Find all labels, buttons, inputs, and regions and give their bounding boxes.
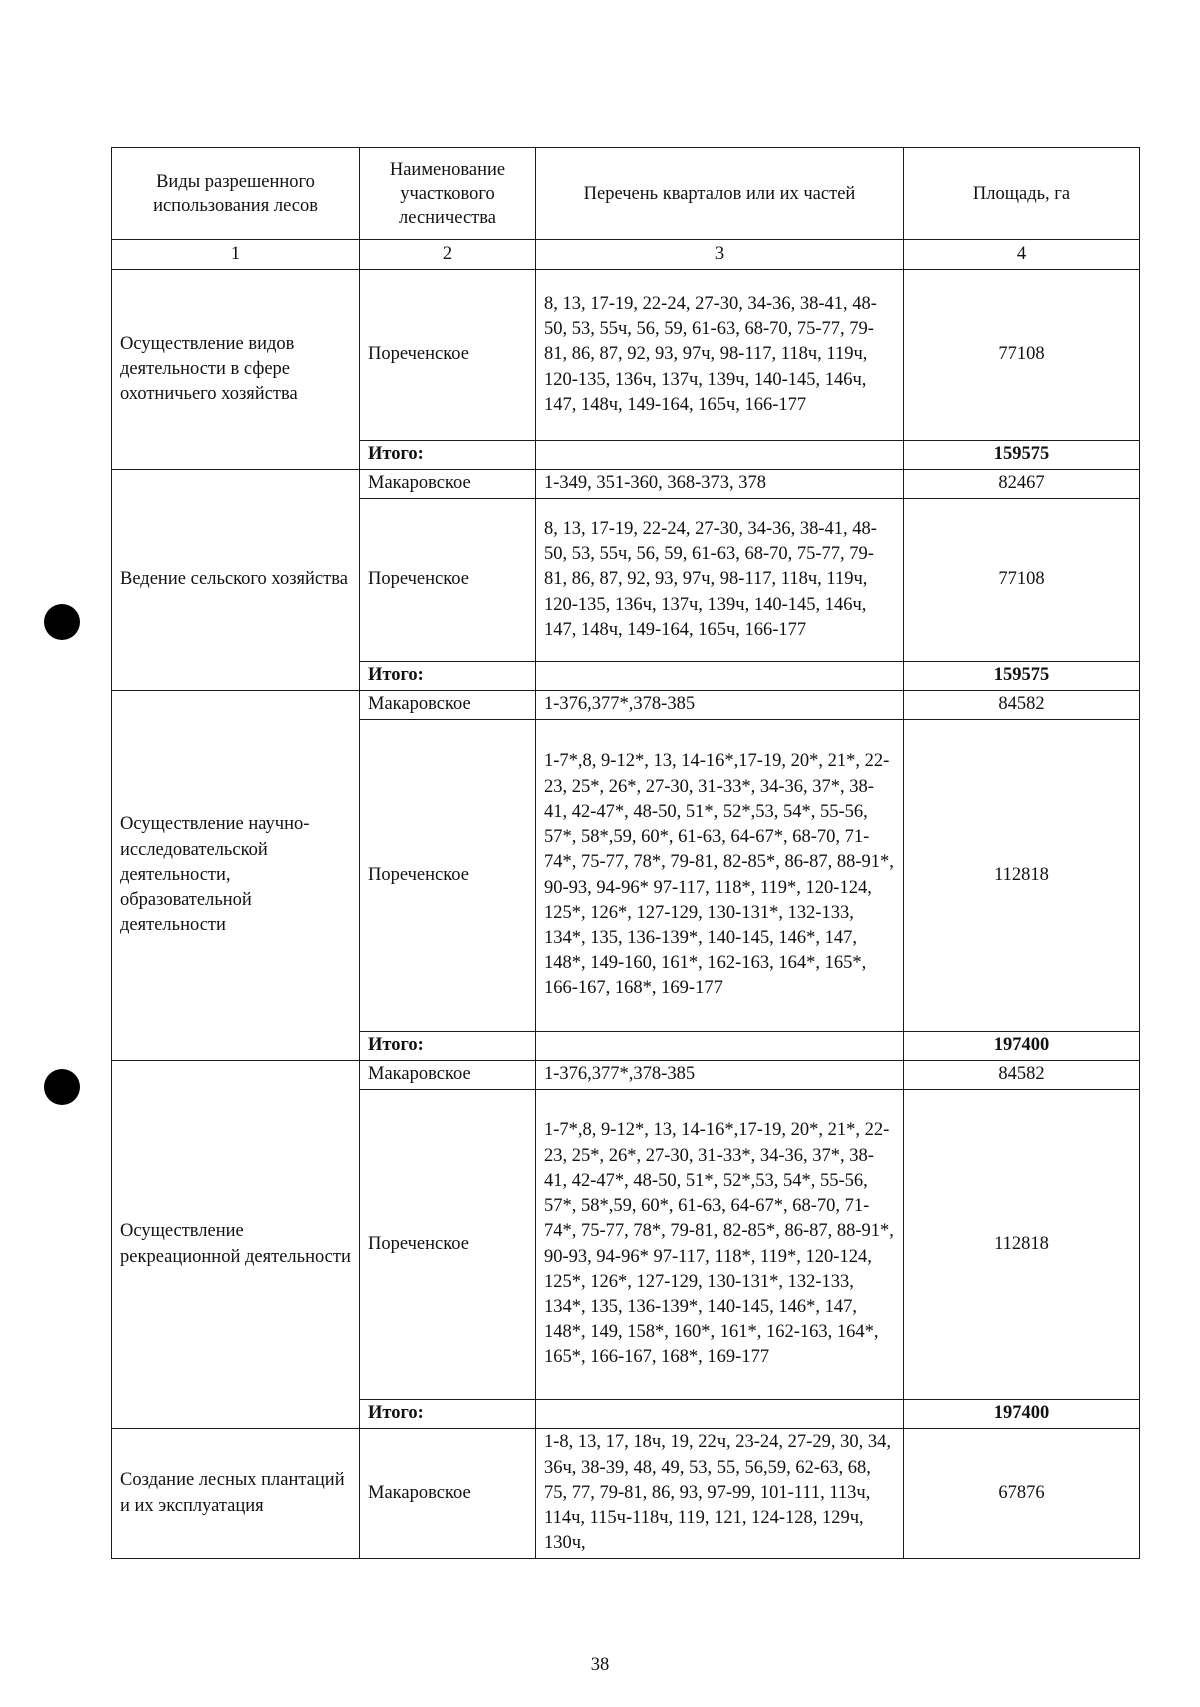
table-row bbox=[112, 270, 1140, 441]
forestry-cell: Макаровское bbox=[360, 691, 536, 720]
table-row bbox=[112, 1429, 1140, 1559]
total-area: 197400 bbox=[904, 1400, 1140, 1429]
forestry-cell: Пореченское bbox=[360, 270, 536, 441]
column-number: 1 bbox=[112, 240, 360, 270]
quarters-cell: 1-7*,8, 9-12*, 13, 14-16*,17-19, 20*, 21*, 22-23, 25*, 26*, 27-30, 31-33*, 34-36, 37*, 38-41, 42-47*, 48-50, 51*, 52*,53, 54*, 55-56, 57*, 58*,59, 60*, 61-63, 64-67*, 68-70, 71-74*, 75-77, 78*, 79-81, 82-85*, 86-87, 88-91*, 90-93, 94-96* 97-117, 118*, 119*, 120-124, 125*, 126*, 127-129, 130-131*, 132-133, 134*, 135, 136-139*, 140-145, 146*, 147, 148*, 149, 158*, 160*, 161*, 162-163, 164*, 165*, 166-167, 168*, 169-177 bbox=[536, 1090, 904, 1400]
use-kind-cell: Ведение сельского хозяйства bbox=[112, 470, 360, 691]
area-cell: 77108 bbox=[904, 499, 1140, 662]
empty-cell bbox=[536, 1032, 904, 1061]
column-number-row bbox=[112, 240, 1140, 270]
total-label: Итого: bbox=[360, 662, 536, 691]
table-row bbox=[112, 470, 1140, 499]
use-kind-cell: Создание лесных плантаций и их эксплуатация bbox=[112, 1429, 360, 1559]
quarters-cell: 1-376,377*,378-385 bbox=[536, 691, 904, 720]
total-label: Итого: bbox=[360, 1400, 536, 1429]
area-cell: 84582 bbox=[904, 691, 1140, 720]
header-kind: Виды разрешенного использования лесов bbox=[112, 148, 360, 240]
header-forestry: Наименование участкового лесничества bbox=[360, 148, 536, 240]
area-cell: 112818 bbox=[904, 1090, 1140, 1400]
total-area: 159575 bbox=[904, 662, 1140, 691]
quarters-cell: 8, 13, 17-19, 22-24, 27-30, 34-36, 38-41, 48-50, 53, 55ч, 56, 59, 61-63, 68-70, 75-77, 79-81, 86, 87, 92, 93, 97ч, 98-117, 118ч, 119ч, 120-135, 136ч, 137ч, 139ч, 140-145, 146ч, 147, 148ч, 149-164, 165ч, 166-177 bbox=[536, 270, 904, 441]
quarters-cell: 1-376,377*,378-385 bbox=[536, 1061, 904, 1090]
area-cell: 67876 bbox=[904, 1429, 1140, 1559]
forest-use-table bbox=[111, 147, 1140, 1559]
use-kind-cell: Осуществление научно-исследовательской деятельности, образовательной деятельности bbox=[112, 691, 360, 1061]
total-area: 197400 bbox=[904, 1032, 1140, 1061]
header-area: Площадь, га bbox=[904, 148, 1140, 240]
empty-cell bbox=[536, 1400, 904, 1429]
punch-hole-mark bbox=[44, 604, 80, 640]
empty-cell bbox=[536, 441, 904, 470]
page-number: 38 bbox=[590, 1655, 610, 1675]
total-area: 159575 bbox=[904, 441, 1140, 470]
area-cell: 77108 bbox=[904, 270, 1140, 441]
forestry-cell: Макаровское bbox=[360, 1429, 536, 1559]
quarters-cell: 1-349, 351-360, 368-373, 378 bbox=[536, 470, 904, 499]
empty-cell bbox=[536, 662, 904, 691]
column-number: 3 bbox=[536, 240, 904, 270]
quarters-cell: 1-8, 13, 17, 18ч, 19, 22ч, 23-24, 27-29, 30, 34, 36ч, 38-39, 48, 49, 53, 55, 56,59, 62-63, 68, 75, 77, 79-81, 86, 93, 97-99, 101-111, 113ч, 114ч, 115ч-118ч, 119, 121, 124-128, 129ч, 130ч, bbox=[536, 1429, 904, 1559]
forestry-cell: Пореченское bbox=[360, 499, 536, 662]
use-kind-cell: Осуществление видов деятельности в сфере охотничьего хозяйства bbox=[112, 270, 360, 470]
forestry-cell: Макаровское bbox=[360, 470, 536, 499]
quarters-cell: 1-7*,8, 9-12*, 13, 14-16*,17-19, 20*, 21*, 22-23, 25*, 26*, 27-30, 31-33*, 34-36, 37*, 38-41, 42-47*, 48-50, 51*, 52*,53, 54*, 55-56, 57*, 58*,59, 60*, 61-63, 64-67*, 68-70, 71-74*, 75-77, 78*, 79-81, 82-85*, 86-87, 88-91*, 90-93, 94-96* 97-117, 118*, 119*, 120-124, 125*, 126*, 127-129, 130-131*, 132-133, 134*, 135, 136-139*, 140-145, 146*, 147, 148*, 149-160, 161*, 162-163, 164*, 165*, 166-167, 168*, 169-177 bbox=[536, 720, 904, 1032]
total-label: Итого: bbox=[360, 1032, 536, 1061]
punch-hole-mark bbox=[44, 1069, 80, 1105]
area-cell: 82467 bbox=[904, 470, 1140, 499]
forestry-cell: Пореченское bbox=[360, 720, 536, 1032]
column-number: 4 bbox=[904, 240, 1140, 270]
area-cell: 84582 bbox=[904, 1061, 1140, 1090]
forestry-cell: Макаровское bbox=[360, 1061, 536, 1090]
use-kind-cell: Осуществление рекреационной деятельности bbox=[112, 1061, 360, 1429]
column-number: 2 bbox=[360, 240, 536, 270]
forestry-cell: Пореченское bbox=[360, 1090, 536, 1400]
table-header-row bbox=[112, 148, 1140, 240]
total-label: Итого: bbox=[360, 441, 536, 470]
table-row bbox=[112, 1061, 1140, 1090]
area-cell: 112818 bbox=[904, 720, 1140, 1032]
quarters-cell: 8, 13, 17-19, 22-24, 27-30, 34-36, 38-41, 48-50, 53, 55ч, 56, 59, 61-63, 68-70, 75-77, 79-81, 86, 87, 92, 93, 97ч, 98-117, 118ч, 119ч, 120-135, 136ч, 137ч, 139ч, 140-145, 146ч, 147, 148ч, 149-164, 165ч, 166-177 bbox=[536, 499, 904, 662]
table-row bbox=[112, 691, 1140, 720]
header-quarters: Перечень кварталов или их частей bbox=[536, 148, 904, 240]
